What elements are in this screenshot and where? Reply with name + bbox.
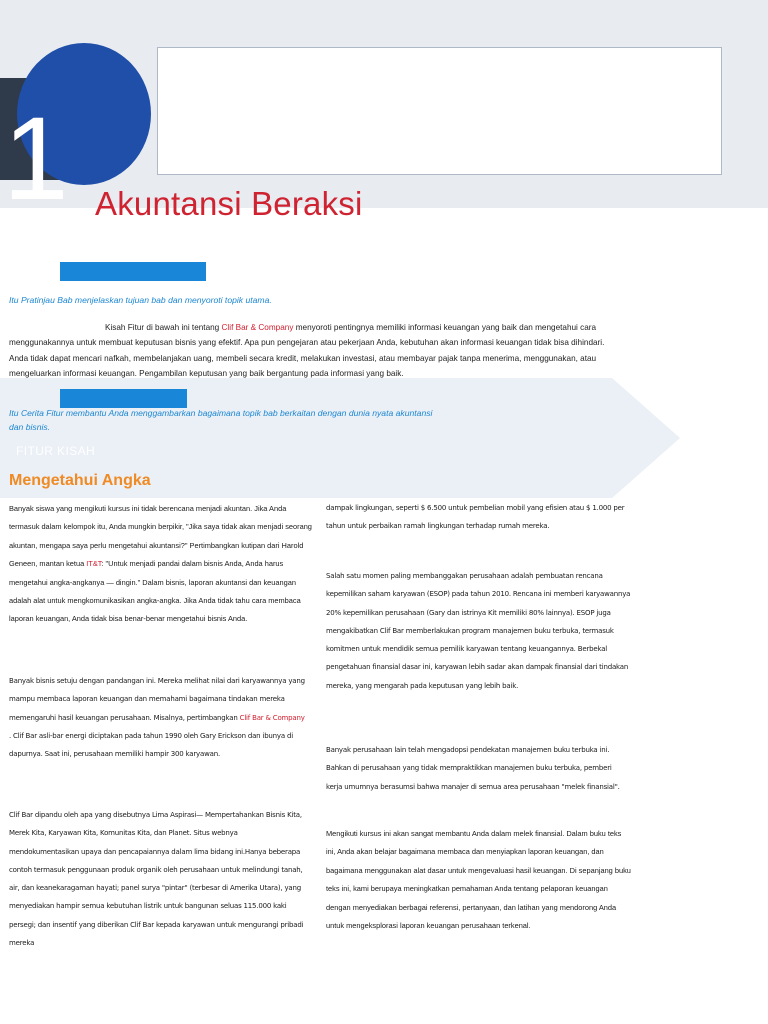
left-paragraph-1 xyxy=(9,500,315,629)
left-p2-text: Banyak bisnis setuju dengan pandangan ini. Mereka melihat nilai dari karyawannya yang mampu membaca laporan keuangan dan memahami bagaimana tindakan mereka memengaruhi hasil keuangan perusahaan. Misalnya, pertimbangkan xyxy=(9,677,305,722)
story-note: Itu Cerita Fitur membantu Anda menggambarkan bagaimana topik bab berkaitan dengan dunia nyata akuntansi dan bisnis. xyxy=(9,408,433,432)
intro-company-name: Clif Bar & Company xyxy=(221,323,294,332)
chapter-title-box xyxy=(157,47,722,175)
left-p1-text: Banyak siswa yang mengikuti kursus ini tidak berencana menjadi akuntan. Jika Anda termasuk dalam kelompok itu, Anda mungkin berpikir, "Jika saya tidak akan menjadi seorang akuntan, mengapa saya perlu mengetahui akuntansi?" Pertimbangkan kutipan dari Harold Geneen, mantan ketua xyxy=(9,504,312,569)
left-p2-company: Clif Bar & Company xyxy=(239,713,305,722)
intro-text-start: Kisah Fitur di bawah ini tentang xyxy=(105,323,222,332)
right-paragraph-3: Banyak perusahaan lain telah mengadopsi pendekatan manajemen buku terbuka ini. Bahkan di perusahaan yang tidak mempraktikkan manajemen buku terbuka, pemberi kerja umumnya berasumsi bahwa manajer di semua area perusahaan "melek finansial". xyxy=(326,746,620,791)
chapter-number: 1 xyxy=(3,93,65,225)
left-p2-text-rest: . Clif Bar asli-bar energi diciptakan pada tahun 1990 oleh Gary Erickson dan ibunya di dapurnya. Saat ini, perusahaan memiliki hampir 300 karyawan. xyxy=(9,731,293,759)
left-p1-company: IT&T xyxy=(86,559,102,569)
feature-title: Mengetahui Angka xyxy=(9,472,151,489)
right-paragraph-1: dampak lingkungan, seperti $ 6.500 untuk pembelian mobil yang efisien atau $ 1.000 per tahun untuk perbaikan ramah lingkungan terhadap rumah mereka. xyxy=(326,504,625,531)
chapter-title: Akuntansi Beraksi xyxy=(95,185,363,222)
right-paragraph-2: Salah satu momen paling membanggakan perusahaan adalah pembuatan rencana kepemilikan saham karyawan (ESOP) pada tahun 2010. Rencana ini memberi karyawannya 20% kepemilikan perusahaan (Gary dan istrinya Kit memiliki 80% lainnya). ESOP juga mengakibatkan Clif Bar memberlakukan program manajemen buku terbuka, termasuk komitmen untuk mendidik semua pemilik karyawan tentang keuangannya. Berbekal pengetahuan finansial dasar ini, karyawan lebih sadar akan dampak finansial dari tindakan mereka, yang mengarah pada keputusan yang lebih baik. xyxy=(326,572,631,690)
preview-note: Itu Pratinjau Bab menjelaskan tujuan bab dan menyoroti topik utama. xyxy=(9,295,272,305)
left-paragraph-2 xyxy=(9,672,305,763)
preview-tab-marker xyxy=(60,262,206,281)
left-p1-text-rest: : "Untuk menjadi pandai dalam bisnis Anda, Anda harus mengetahui angka-angkanya — dingin." Dalam bisnis, laporan akuntansi dan keuangan adalah alat untuk mengkomunikasikan angka-angka. Jika Anda tidak tahu cara membaca laporan keuangan, Anda tidak bisa benar-benar mengetahui bisnis Anda. xyxy=(9,559,301,624)
intro-paragraph xyxy=(9,320,614,382)
feature-story-label: FITUR KISAH xyxy=(16,444,96,458)
right-paragraph-4: Mengikuti kursus ini akan sangat membantu Anda dalam melek finansial. Dalam buku teks ini, Anda akan belajar bagaimana membaca dan menyiapkan laporan keuangan, dan bagaimana menggunakan alat dasar untuk mengevaluasi hasil keuangan. Di sepanjang buku teks ini, kami berupaya meningkatkan pemahaman Anda tentang pelaporan keuangan dengan menyediakan berbagai referensi, pertanyaan, dan latihan yang mendorong Anda untuk mengeksplorasi laporan keuangan perusahaan terkenal. xyxy=(326,829,631,931)
intro-text-rest: menyoroti pentingnya memiliki informasi keuangan yang baik dan mengetahui cara menggunakannya untuk membuat keputusan bisnis yang efektif. Apa pun pengejaran atau pekerjaan Anda, kebutuhan akan informasi keuangan tidak bisa dihindari. Anda tidak dapat mencari nafkah, membelanjakan uang, membeli secara kredit, melakukan investasi, atau membayar pajak tanpa menerima, menggunakan, atau mengeluarkan informasi keuangan. Pengambilan keputusan yang baik bergantung pada informasi yang baik. xyxy=(9,323,605,379)
left-paragraph-3: Clif Bar dipandu oleh apa yang disebutnya Lima Aspirasi— Mempertahankan Bisnis Kita, Merek Kita, Karyawan Kita, Komunitas Kita, dan Planet. Situs webnya mendokumentasikan upaya dan pencapaiannya dalam lima bidang ini.Hanya beberapa contoh termasuk penggunaan produk organik oleh perusahaan untuk melindungi tanah, air, dan keanekaragaman hayati; panel surya "pintar" (terbesar di Amerika Utara), yang menyediakan hampir semua kebutuhan listrik untuk bangunan seluas 115.000 kaki persegi; dan insentif yang diberikan Clif Bar kepada karyawan untuk mengurangi pribadi mereka xyxy=(9,811,304,948)
